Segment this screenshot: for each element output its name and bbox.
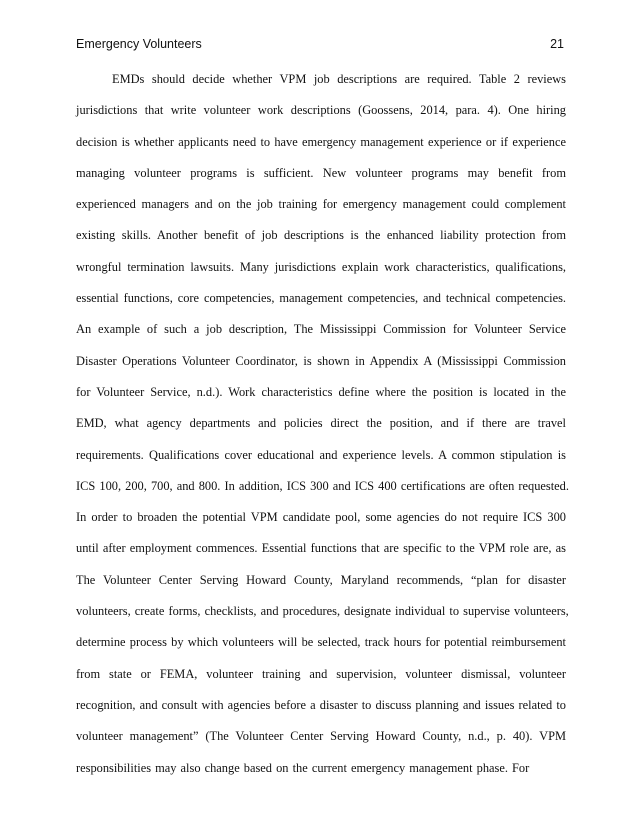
text-line: existing skills. Another benefit of job descriptions is the enhanced liability protection from <box>76 228 566 243</box>
running-head-title: Emergency Volunteers <box>76 37 202 51</box>
text-line: The Volunteer Center Serving Howard County, Maryland recommends, “plan for disaster <box>76 572 566 587</box>
text-line: recognition, and consult with agencies before a disaster to discuss planning and issues related to <box>76 697 566 712</box>
text-line: ICS 100, 200, 700, and 800. In addition, ICS 300 and ICS 400 certifications are often requested. <box>76 478 569 493</box>
text-line: Disaster Operations Volunteer Coordinator, is shown in Appendix A (Mississippi Commission <box>76 353 566 368</box>
text-line: until after employment commences. Essential functions that are specific to the VPM role are, as <box>76 541 566 556</box>
text-line: for Volunteer Service, n.d.). Work characteristics define where the position is located in the <box>76 384 566 399</box>
text-line: essential functions, core competencies, management competencies, and technical competencies. <box>76 291 566 306</box>
text-line: experienced managers and on the job training for emergency management could complement <box>76 197 566 212</box>
text-line: from state or FEMA, volunteer training and supervision, volunteer dismissal, volunteer <box>76 666 566 681</box>
text-line: An example of such a job description, The Mississippi Commission for Volunteer Service <box>76 322 566 337</box>
text-line: determine process by which volunteers will be selected, track hours for potential reimbursement <box>76 635 566 650</box>
page-number: 21 <box>550 37 564 51</box>
text-line: managing volunteer programs is sufficient. New volunteer programs may benefit from <box>76 165 566 180</box>
text-line: requirements. Qualifications cover educational and experience levels. A common stipulation is <box>76 447 566 462</box>
text-line: responsibilities may also change based on the current emergency management phase. For <box>76 760 530 775</box>
text-line: wrongful termination lawsuits. Many jurisdictions explain work characteristics, qualifications, <box>76 259 566 274</box>
text-line: In order to broaden the potential VPM candidate pool, some agencies do not require ICS 300 <box>76 510 566 525</box>
text-line: jurisdictions that write volunteer work descriptions (Goossens, 2014, para. 4). One hiring <box>76 103 566 118</box>
body-paragraph <box>76 64 569 784</box>
text-line: volunteer management” (The Volunteer Center Serving Howard County, n.d., p. 40). VPM <box>76 729 566 744</box>
text-line: EMD, what agency departments and policies direct the position, and if there are travel <box>76 416 566 431</box>
text-line: volunteers, create forms, checklists, and procedures, designate individual to supervise volunteers, <box>76 604 569 619</box>
text-line: decision is whether applicants need to have emergency management experience or if experience <box>76 134 566 149</box>
text-line: EMDs should decide whether VPM job descriptions are required. Table 2 reviews <box>112 72 566 86</box>
running-head <box>76 34 564 54</box>
